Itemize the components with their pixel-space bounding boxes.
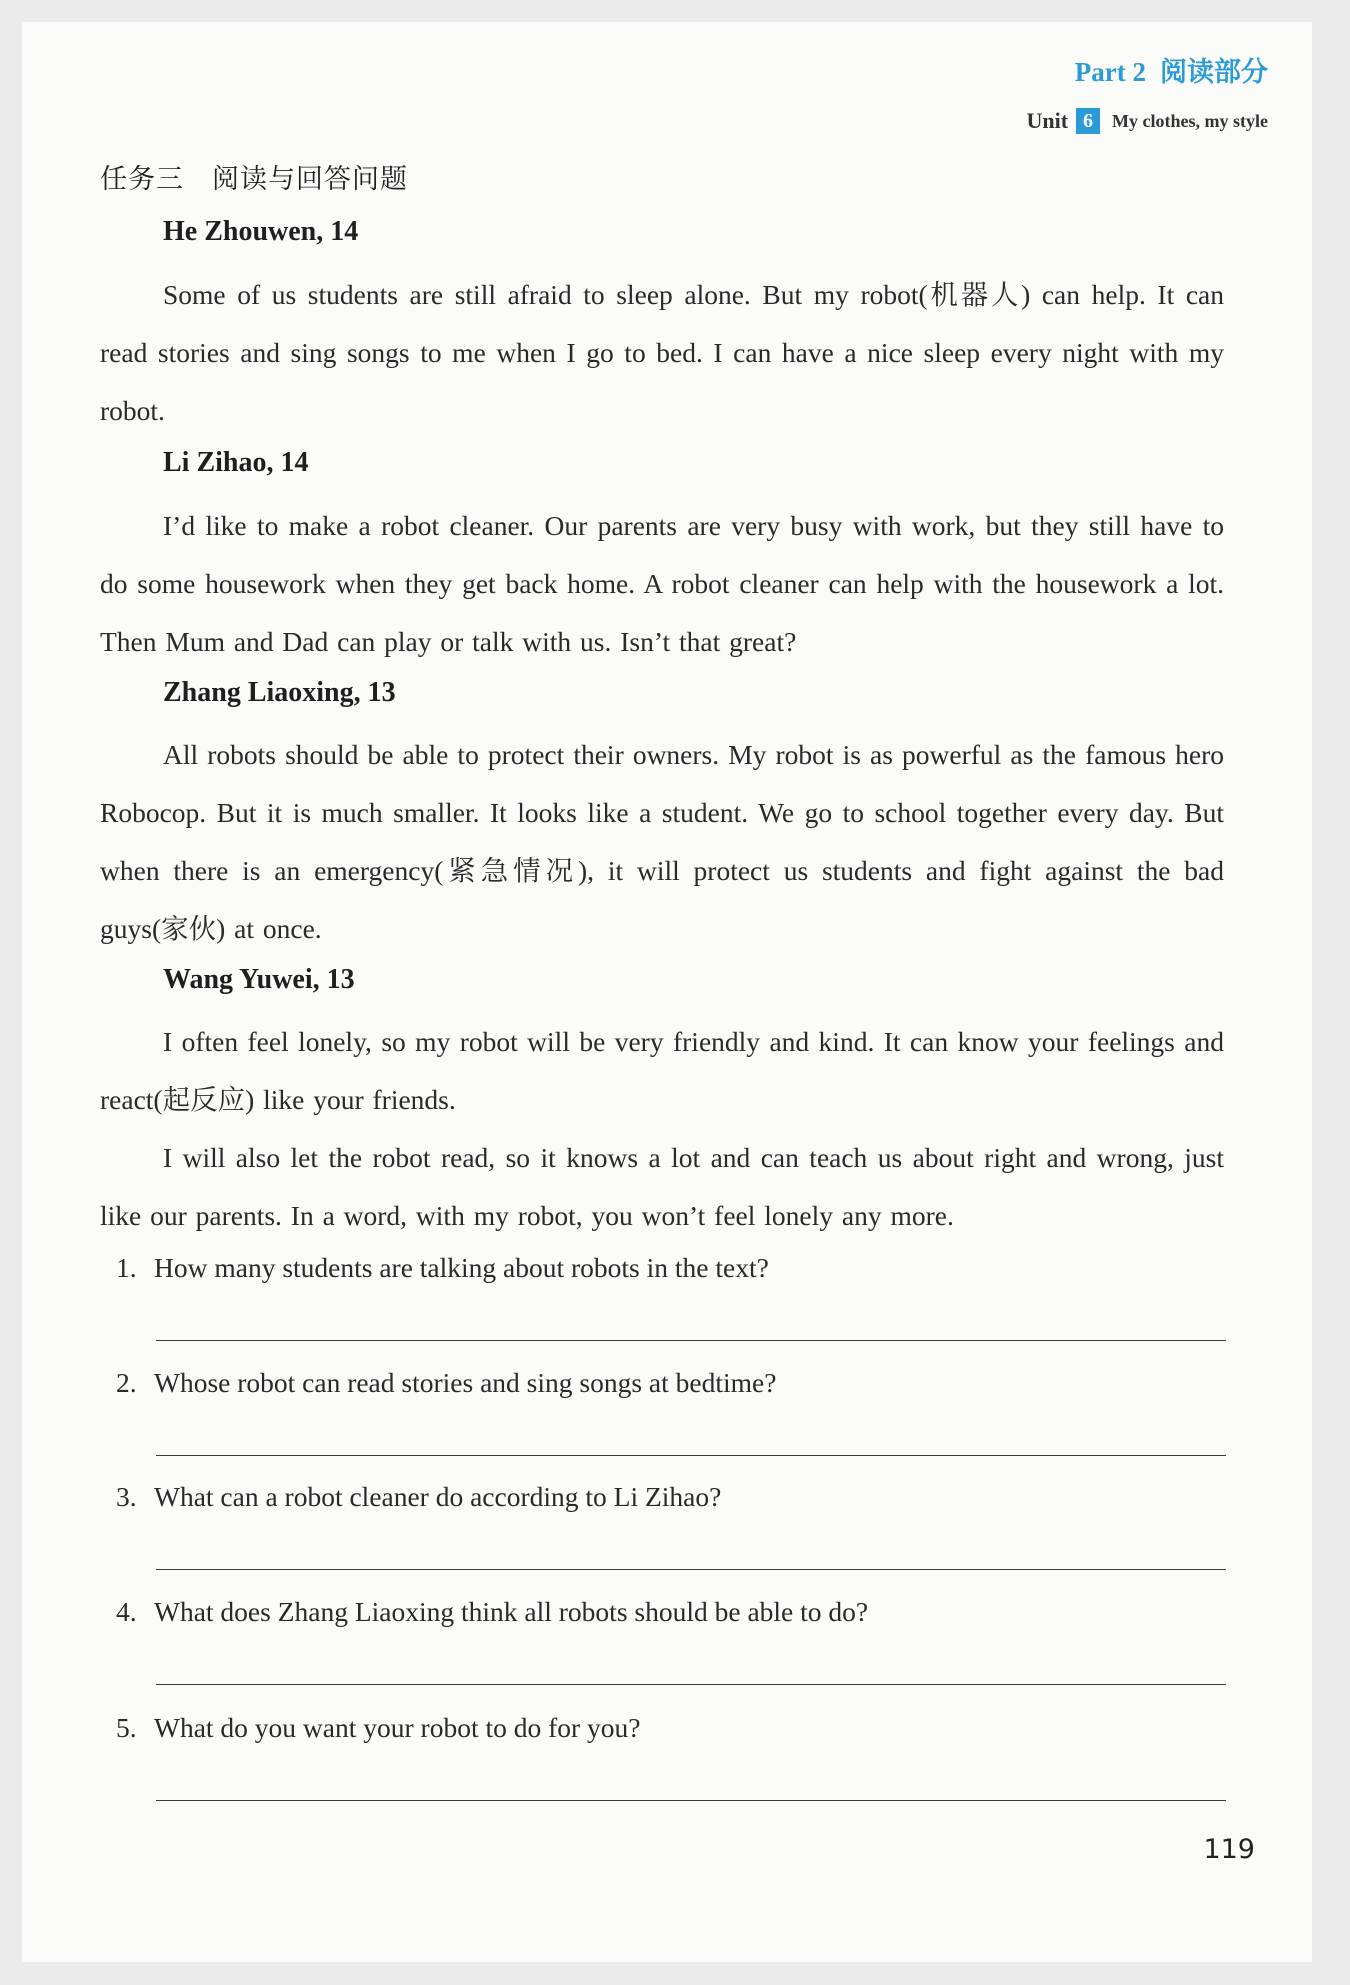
passage-paragraph: I will also let the robot read, so it knows a lot and can teach us about right and wrong, just like our parents. In a word, with my robot, you won’t feel lonely any more. <box>100 1142 1224 1231</box>
part-header <box>1075 50 1268 89</box>
question-1 <box>116 1252 769 1284</box>
task-title <box>100 157 408 196</box>
passage-author-name: He Zhouwen, 14 <box>163 216 359 247</box>
question-text: What do you want your robot to do for you? <box>154 1712 641 1743</box>
unit-header <box>1026 108 1268 134</box>
question-number: 5. <box>116 1712 137 1743</box>
question-text: What does Zhang Liaoxing think all robots should be able to do? <box>154 1596 869 1627</box>
question-number: 3. <box>116 1481 137 1512</box>
passage-body <box>100 1013 1224 1245</box>
question-text: How many students are talking about robots in the text? <box>154 1252 769 1283</box>
page-number: 119 <box>1203 1834 1255 1865</box>
passage-paragraph: I’d like to make a robot cleaner. Our parents are very busy with work, but they still have to do some housework when they get back home. A robot cleaner can help with the housework a lot. Then Mum and Dad can play or talk with us. Isn’t that great? <box>100 510 1224 657</box>
task-title-text: 阅读与回答问题 <box>212 164 408 195</box>
question-text: What can a robot cleaner do according to Li Zihao? <box>154 1481 722 1512</box>
passage-body <box>100 266 1224 440</box>
unit-number-badge: 6 <box>1076 108 1100 134</box>
answer-line-5[interactable] <box>156 1800 1226 1801</box>
passage-author-name: Zhang Liaoxing, 13 <box>163 677 396 708</box>
answer-line-4[interactable] <box>156 1684 1226 1685</box>
answer-line-3[interactable] <box>156 1569 1226 1570</box>
question-number: 4. <box>116 1596 137 1627</box>
passage-author-name: Wang Yuwei, 13 <box>163 964 355 995</box>
question-text: Whose robot can read stories and sing songs at bedtime? <box>154 1367 777 1398</box>
unit-title: My clothes, my style <box>1112 110 1268 131</box>
passage-paragraph: I often feel lonely, so my robot will be very friendly and kind. It can know your feelings and react(起反应) like your friends. <box>100 1026 1224 1115</box>
question-3 <box>116 1481 721 1513</box>
question-number: 1. <box>116 1252 137 1283</box>
passage-paragraph: Some of us students are still afraid to sleep alone. But my robot(机器人) can help. It can read stories and sing songs to me when I go to bed. I can have a nice sleep every night with my robot. <box>100 279 1224 426</box>
passage-body <box>100 726 1224 958</box>
question-4 <box>116 1596 868 1628</box>
answer-line-1[interactable] <box>156 1340 1226 1341</box>
passage-author-name: Li Zihao, 14 <box>163 447 309 478</box>
answer-line-2[interactable] <box>156 1455 1226 1456</box>
part-cn-label: 阅读部分 <box>1160 57 1268 88</box>
passage-paragraph: All robots should be able to protect their owners. My robot is as powerful as the famous hero Robocop. But it is much smaller. It looks like a student. We go to school together every day. But when there is an emergency(紧急情况), it will protect us students and fight against the bad guys(家伙) at once. <box>100 739 1224 944</box>
passage-body <box>100 497 1224 671</box>
question-number: 2. <box>116 1367 137 1398</box>
unit-label: Unit <box>1026 108 1069 133</box>
question-2 <box>116 1367 776 1399</box>
part-label: Part 2 <box>1074 57 1146 87</box>
question-5 <box>116 1712 641 1744</box>
task-title-number: 任务三 <box>100 164 184 195</box>
